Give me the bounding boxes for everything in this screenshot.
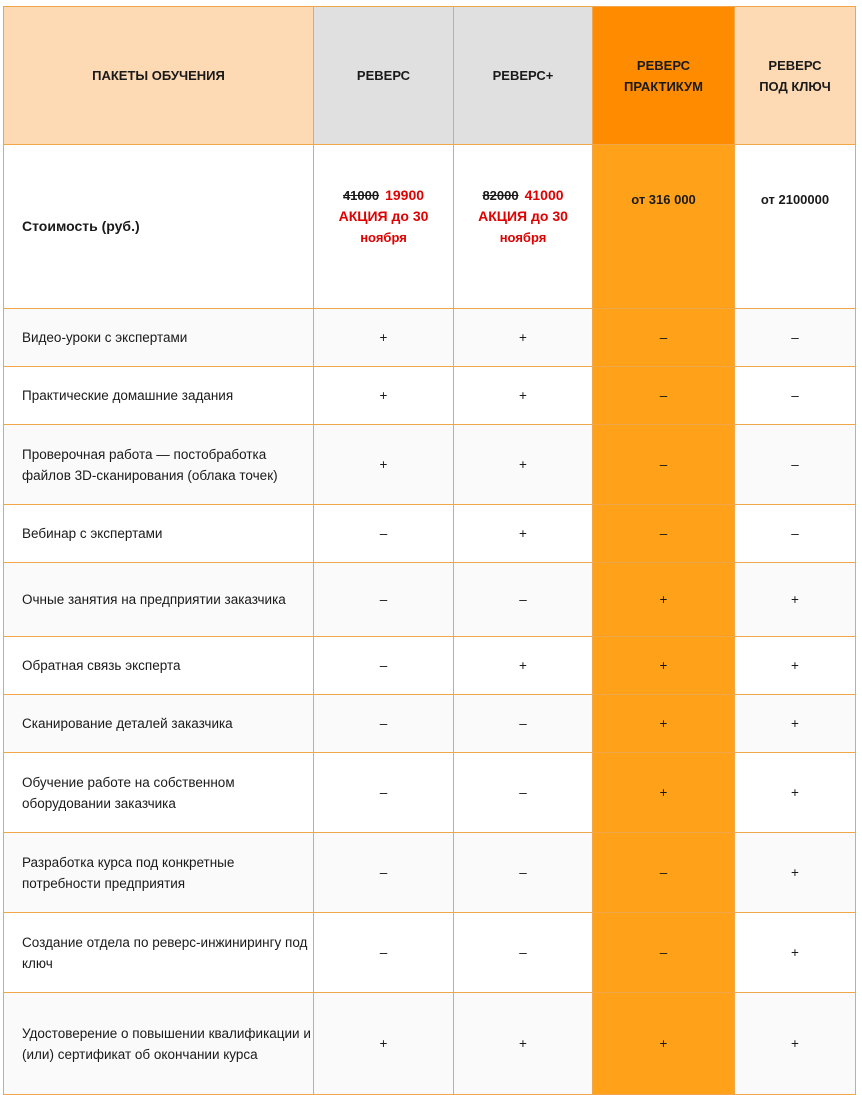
reverse-practicum-cell: – bbox=[593, 367, 735, 425]
table-row bbox=[4, 753, 856, 833]
price-reverse-turnkey: от 2100000 bbox=[735, 145, 856, 309]
reverse-turnkey-line2: ПОД КЛЮЧ bbox=[759, 78, 831, 94]
reverse-cell: + bbox=[314, 425, 454, 505]
reverse-plus-cell: + bbox=[454, 367, 593, 425]
reverse-practicum-cell: – bbox=[593, 913, 735, 993]
promo-text: АКЦИЯ до 30 bbox=[478, 208, 568, 224]
feature-label: Очные занятия на предприятии заказчика bbox=[4, 563, 314, 637]
reverse-turnkey-cell: – bbox=[735, 309, 856, 367]
reverse-turnkey-cell: + bbox=[735, 695, 856, 753]
price-reverse-plus bbox=[454, 145, 593, 309]
reverse-turnkey-cell: – bbox=[735, 425, 856, 505]
table-row bbox=[4, 309, 856, 367]
reverse-cell: – bbox=[314, 753, 454, 833]
table-row bbox=[4, 637, 856, 695]
reverse-cell: – bbox=[314, 637, 454, 695]
reverse-practicum-cell: + bbox=[593, 993, 735, 1095]
reverse-header: РЕВЕРС bbox=[314, 7, 454, 145]
table-row bbox=[4, 563, 856, 637]
reverse-cell: – bbox=[314, 695, 454, 753]
table-row bbox=[4, 505, 856, 563]
table-row bbox=[4, 913, 856, 993]
feature-label: Обучение работе на собственном оборудовании заказчика bbox=[4, 753, 314, 833]
reverse-turnkey-header bbox=[735, 7, 856, 145]
reverse-plus-cell: + bbox=[454, 637, 593, 695]
reverse-plus-cell: – bbox=[454, 563, 593, 637]
reverse-plus-cell: + bbox=[454, 425, 593, 505]
reverse-turnkey-cell: + bbox=[735, 993, 856, 1095]
table-row bbox=[4, 695, 856, 753]
feature-label: Разработка курса под конкретные потребности предприятия bbox=[4, 833, 314, 913]
header-row bbox=[4, 7, 856, 145]
reverse-practicum-cell: + bbox=[593, 753, 735, 833]
pricing-table bbox=[3, 6, 856, 1095]
feature-label: Практические домашние задания bbox=[4, 367, 314, 425]
reverse-plus-cell: + bbox=[454, 309, 593, 367]
reverse-turnkey-cell: + bbox=[735, 833, 856, 913]
price-label: Стоимость (руб.) bbox=[4, 145, 314, 309]
reverse-plus-header: РЕВЕРС+ bbox=[454, 7, 593, 145]
promo-text: АКЦИЯ до 30 bbox=[338, 208, 429, 224]
reverse-practicum-cell: + bbox=[593, 637, 735, 695]
reverse-cell: – bbox=[314, 913, 454, 993]
old-price: 82000 bbox=[482, 188, 519, 203]
feature-label: Сканирование деталей заказчика bbox=[4, 695, 314, 753]
reverse-practicum-cell: + bbox=[593, 563, 735, 637]
table-row bbox=[4, 993, 856, 1095]
feature-label: Создание отдела по реверс-инжинирингу под ключ bbox=[4, 913, 314, 993]
feature-label: Удостоверение о повышении квалификации и (или) сертификат об окончании курса bbox=[4, 993, 314, 1095]
new-price: 19900 bbox=[385, 187, 425, 203]
table-row bbox=[4, 367, 856, 425]
feature-label: Проверочная работа — постобработка файлов 3D-сканирования (облака точек) bbox=[4, 425, 314, 505]
reverse-practicum-cell: + bbox=[593, 695, 735, 753]
promo-text-date: ноября bbox=[360, 230, 407, 245]
reverse-turnkey-cell: + bbox=[735, 913, 856, 993]
reverse-plus-cell: – bbox=[454, 913, 593, 993]
reverse-practicum-cell: – bbox=[593, 833, 735, 913]
price-reverse-practicum: от 316 000 bbox=[593, 145, 735, 309]
reverse-turnkey-cell: – bbox=[735, 505, 856, 563]
reverse-plus-cell: – bbox=[454, 695, 593, 753]
reverse-turnkey-cell: + bbox=[735, 637, 856, 695]
reverse-turnkey-line1: РЕВЕРС bbox=[768, 57, 822, 73]
reverse-cell: + bbox=[314, 309, 454, 367]
feature-label: Обратная связь эксперта bbox=[4, 637, 314, 695]
reverse-cell: + bbox=[314, 993, 454, 1095]
reverse-cell: – bbox=[314, 563, 454, 637]
new-price: 41000 bbox=[524, 187, 564, 203]
old-price: 41000 bbox=[342, 188, 380, 203]
reverse-turnkey-cell: – bbox=[735, 367, 856, 425]
feature-label: Вебинар с экспертами bbox=[4, 505, 314, 563]
reverse-turnkey-cell: + bbox=[735, 563, 856, 637]
reverse-cell: – bbox=[314, 505, 454, 563]
reverse-practicum-line1: РЕВЕРС bbox=[636, 57, 691, 73]
reverse-cell: + bbox=[314, 367, 454, 425]
reverse-cell: – bbox=[314, 833, 454, 913]
price-reverse bbox=[314, 145, 454, 309]
packages-header: ПАКЕТЫ ОБУЧЕНИЯ bbox=[4, 7, 314, 145]
promo-text-date: ноября bbox=[499, 230, 547, 245]
table-row bbox=[4, 425, 856, 505]
reverse-plus-cell: + bbox=[454, 993, 593, 1095]
price-row bbox=[4, 145, 856, 309]
feature-label: Видео-уроки с экспертами bbox=[4, 309, 314, 367]
reverse-plus-cell: – bbox=[454, 833, 593, 913]
reverse-plus-cell: + bbox=[454, 505, 593, 563]
table-row bbox=[4, 833, 856, 913]
reverse-practicum-line2: ПРАКТИКУМ bbox=[624, 78, 703, 94]
reverse-practicum-cell: – bbox=[593, 309, 735, 367]
reverse-plus-cell: – bbox=[454, 753, 593, 833]
reverse-practicum-cell: – bbox=[593, 425, 735, 505]
reverse-turnkey-cell: + bbox=[735, 753, 856, 833]
reverse-practicum-header bbox=[593, 7, 735, 145]
reverse-practicum-cell: – bbox=[593, 505, 735, 563]
